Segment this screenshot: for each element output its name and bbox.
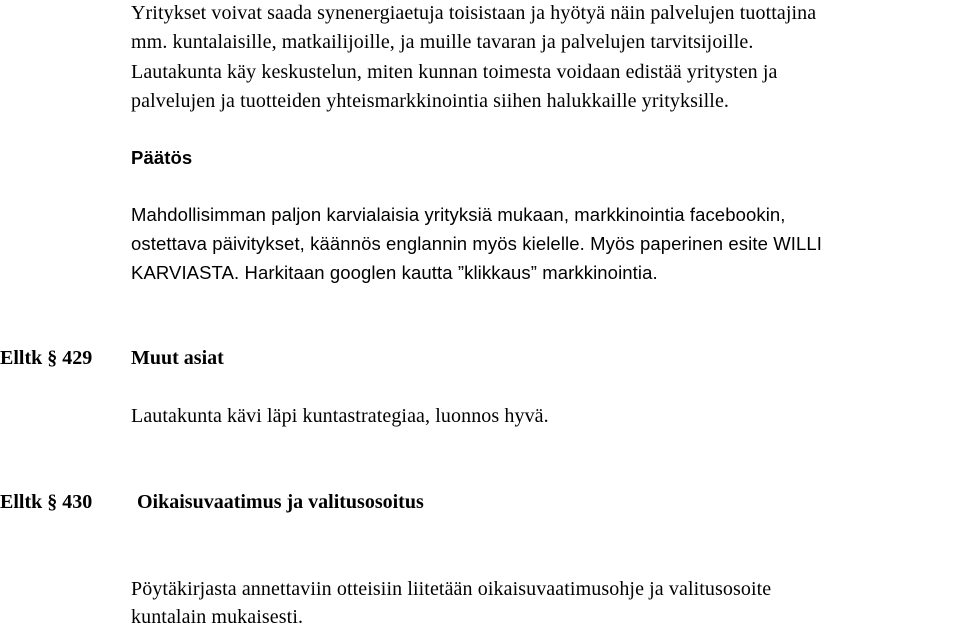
- section-429-title: Muut asiat: [131, 347, 224, 369]
- decision-line-3-text: Harkitaan googlen kautta ”klikkaus” markkinointia.: [244, 262, 658, 283]
- section-430-body-line-1: Pöytäkirjasta annettaviin otteisiin liitetään oikaisuvaatimusohje ja valitusosoite: [131, 578, 772, 600]
- decision-line-2-text: ostettava päivitykset, käännös englannin myös kielelle.: [131, 233, 585, 254]
- decision-line-1: Mahdollisimman paljon karvialaisia yrityksiä mukaan, markkinointia facebookin,: [131, 204, 786, 225]
- decision-heading: Päätös: [131, 147, 193, 168]
- section-429-label: Elltk § 429: [0, 347, 93, 369]
- section-430-body-line-2: kuntalain mukaisesti.: [131, 606, 304, 628]
- intro-line-4: palvelujen ja tuotteiden yhteismarkkinointia siihen halukkaille yrityksille.: [131, 90, 730, 112]
- section-430-title: Oikaisuvaatimus ja valitusosoitus: [137, 491, 424, 513]
- intro-line-1: Yritykset voivat saada synenergiaetuja toisistaan ja hyötyä näin palvelujen tuottajina: [131, 2, 817, 24]
- decision-line-2-tail: Myös paperinen esite WILLI: [590, 233, 823, 254]
- intro-line-3: Lautakunta käy keskustelun, miten kunnan toimesta voidaan edistää yritysten ja: [131, 61, 778, 83]
- decision-line-3: [131, 261, 658, 285]
- section-429-body: Lautakunta kävi läpi kuntastrategiaa, luonnos hyvä.: [131, 405, 549, 427]
- decision-line-2: [131, 232, 822, 256]
- decision-line-3-head: KARVIASTA.: [131, 262, 240, 283]
- section-430-label: Elltk § 430: [0, 491, 93, 513]
- intro-line-2: mm. kuntalaisille, matkailijoille, ja muille tavaran ja palvelujen tarvitsijoille.: [131, 31, 754, 53]
